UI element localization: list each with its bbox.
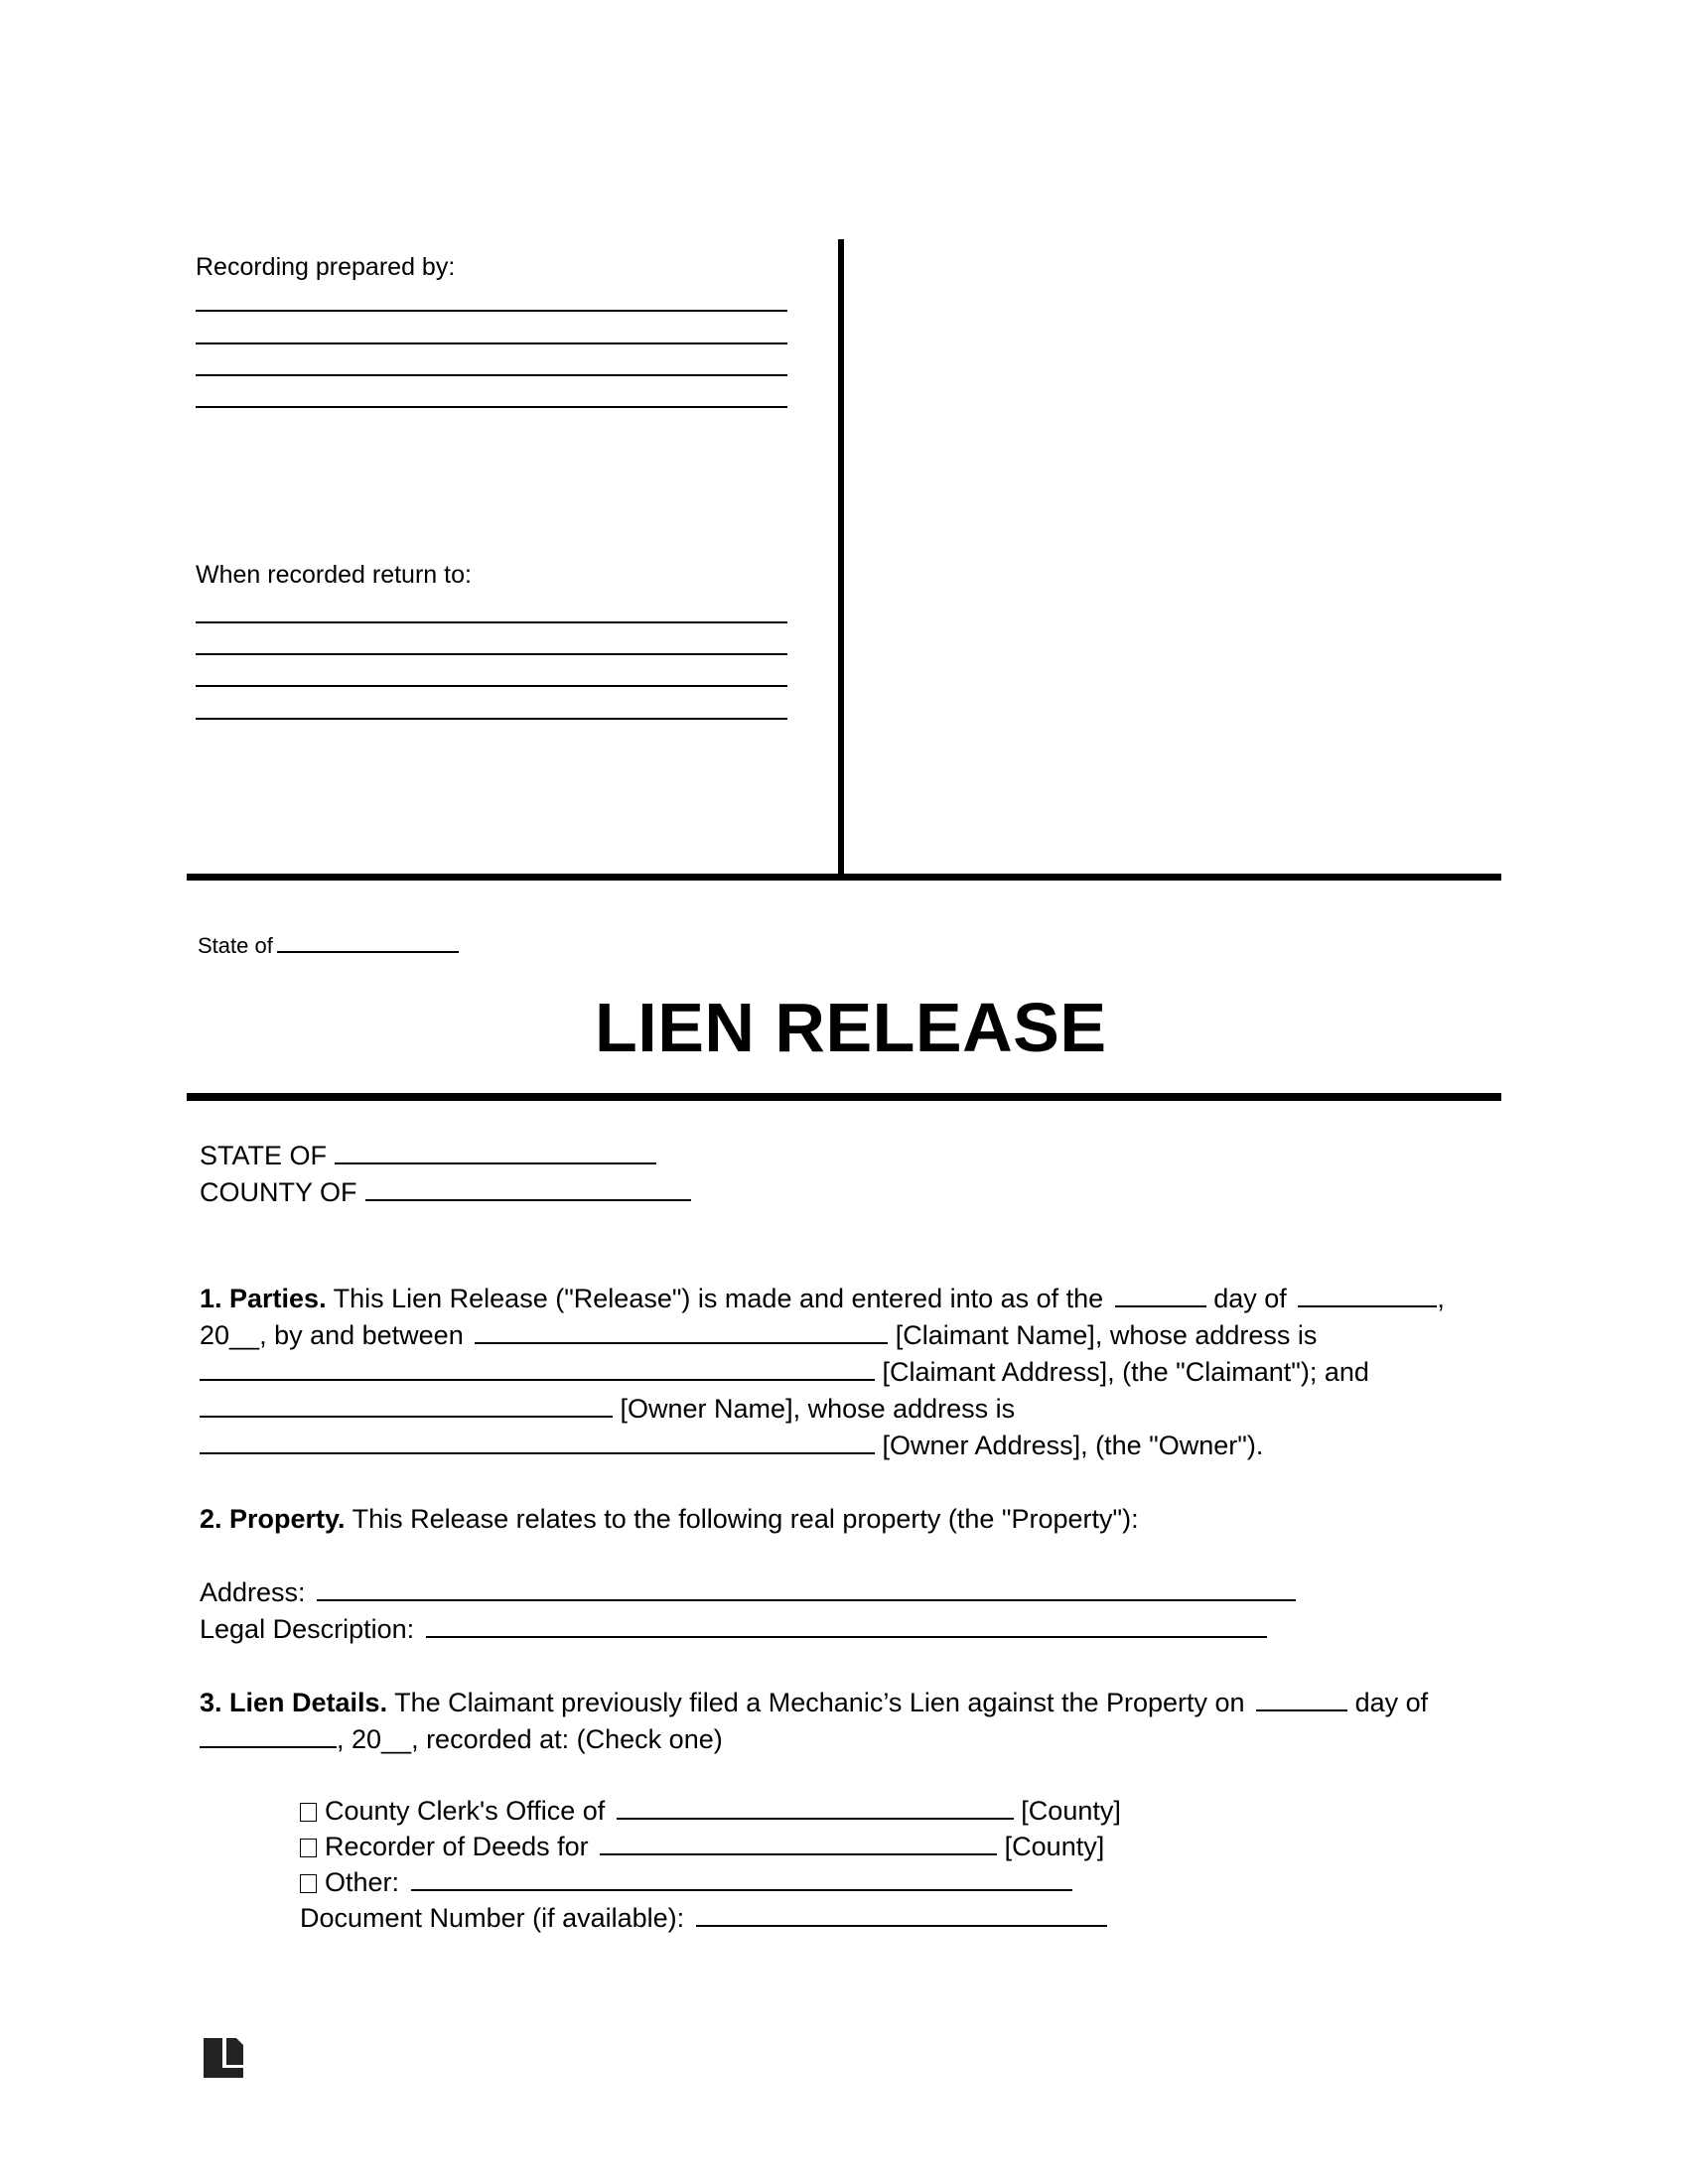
page-title: LIEN RELEASE <box>595 989 1107 1066</box>
parties-line-1 <box>200 1281 1445 1317</box>
return-to-line-2[interactable] <box>196 653 787 655</box>
lien-day-blank[interactable] <box>1256 1708 1347 1711</box>
parties-text-4b: [Owner Name], whose address is <box>620 1394 1016 1424</box>
lien-heading: 3. Lien Details. <box>200 1688 388 1717</box>
lien-text-1b: day of <box>1354 1688 1429 1717</box>
lien-month-blank[interactable] <box>200 1745 337 1748</box>
parties-text-5b: [Owner Address], (the "Owner"). <box>882 1431 1264 1460</box>
recording-area-divider <box>838 239 844 877</box>
property-text: This Release relates to the following real property (the "Property"): <box>352 1504 1139 1534</box>
parties-line-5 <box>200 1428 1445 1464</box>
document-number-line <box>300 1900 1121 1936</box>
property-heading: 2. Property. <box>200 1504 346 1534</box>
lien-text-1a: The Claimant previously filed a Mechanic’s Lien against the Property on <box>394 1688 1245 1717</box>
parties-line-4 <box>200 1391 1445 1428</box>
option-other-label: Other: <box>325 1867 400 1897</box>
header-top-rule <box>187 874 1501 881</box>
checkbox-other[interactable] <box>300 1874 317 1893</box>
recorder-deeds-blank[interactable] <box>600 1852 997 1855</box>
option-county-clerk-suffix: [County] <box>1021 1796 1121 1826</box>
document-logo-icon <box>204 2038 243 2078</box>
parties-text-3b: [Claimant Address], (the "Claimant"); and <box>882 1357 1369 1387</box>
option-recorder-deeds-suffix: [County] <box>1004 1832 1105 1861</box>
claimant-address-blank[interactable] <box>200 1378 875 1381</box>
option-other <box>300 1864 1121 1900</box>
parties-line-2 <box>200 1317 1445 1354</box>
return-to-line-1[interactable] <box>196 621 787 623</box>
prepared-by-line-1[interactable] <box>196 310 787 312</box>
lien-line-1 <box>200 1685 1428 1721</box>
state-of-blank[interactable] <box>277 950 459 953</box>
property-line-1 <box>200 1501 1296 1538</box>
state-of-line <box>198 935 459 957</box>
owner-address-blank[interactable] <box>200 1451 875 1454</box>
property-address-blank[interactable] <box>317 1598 1296 1601</box>
venue-county-blank[interactable] <box>365 1198 691 1201</box>
county-clerk-blank[interactable] <box>617 1817 1014 1820</box>
property-legal-label: Legal Description: <box>200 1614 415 1644</box>
return-to-label: When recorded return to: <box>196 561 472 589</box>
venue-state-label: STATE OF <box>200 1141 327 1170</box>
state-of-label: State of <box>198 933 273 958</box>
section-parties <box>200 1281 1445 1464</box>
document-number-blank[interactable] <box>696 1924 1107 1927</box>
recording-options <box>300 1793 1121 1936</box>
option-county-clerk-label: County Clerk's Office of <box>325 1796 606 1826</box>
lien-line-2 <box>200 1721 1428 1758</box>
property-address-label: Address: <box>200 1577 306 1607</box>
title-bottom-rule <box>187 1093 1501 1101</box>
section-lien-details <box>200 1685 1428 1758</box>
option-recorder-deeds <box>300 1829 1121 1864</box>
parties-text-2b: [Claimant Name], whose address is <box>895 1320 1318 1350</box>
parties-comma: , <box>1437 1284 1445 1313</box>
prepared-by-line-4[interactable] <box>196 406 787 408</box>
owner-name-blank[interactable] <box>200 1415 613 1418</box>
return-to-line-4[interactable] <box>196 718 787 720</box>
parties-heading: 1. Parties. <box>200 1284 327 1313</box>
prepared-by-line-2[interactable] <box>196 342 787 344</box>
venue-county-line <box>200 1174 691 1211</box>
venue-state-line <box>200 1138 691 1174</box>
parties-text-2a: 20__, by and between <box>200 1320 464 1350</box>
venue-state-blank[interactable] <box>335 1161 656 1164</box>
property-spacer <box>200 1538 1296 1574</box>
document-number-label: Document Number (if available): <box>300 1903 685 1933</box>
checkbox-recorder-deeds[interactable] <box>300 1839 317 1857</box>
venue-block <box>200 1138 691 1211</box>
checkbox-county-clerk[interactable] <box>300 1803 317 1822</box>
option-recorder-deeds-label: Recorder of Deeds for <box>325 1832 589 1861</box>
return-to-line-3[interactable] <box>196 685 787 687</box>
property-legal-line <box>200 1611 1296 1648</box>
other-blank[interactable] <box>411 1888 1072 1891</box>
parties-text-1b: day of <box>1213 1284 1287 1313</box>
parties-day-blank[interactable] <box>1115 1304 1206 1307</box>
property-legal-blank[interactable] <box>426 1635 1267 1638</box>
lien-text-2a: , 20__, recorded at: (Check one) <box>337 1724 723 1754</box>
parties-line-3 <box>200 1354 1445 1391</box>
section-property <box>200 1501 1296 1648</box>
claimant-name-blank[interactable] <box>475 1341 888 1344</box>
parties-text-1a: This Lien Release ("Release") is made and entered into as of the <box>333 1284 1104 1313</box>
option-county-clerk <box>300 1793 1121 1829</box>
recording-prepared-by-label: Recording prepared by: <box>196 253 456 281</box>
prepared-by-line-3[interactable] <box>196 374 787 376</box>
property-address-line <box>200 1574 1296 1611</box>
venue-county-label: COUNTY OF <box>200 1177 357 1207</box>
parties-month-blank[interactable] <box>1298 1304 1437 1307</box>
